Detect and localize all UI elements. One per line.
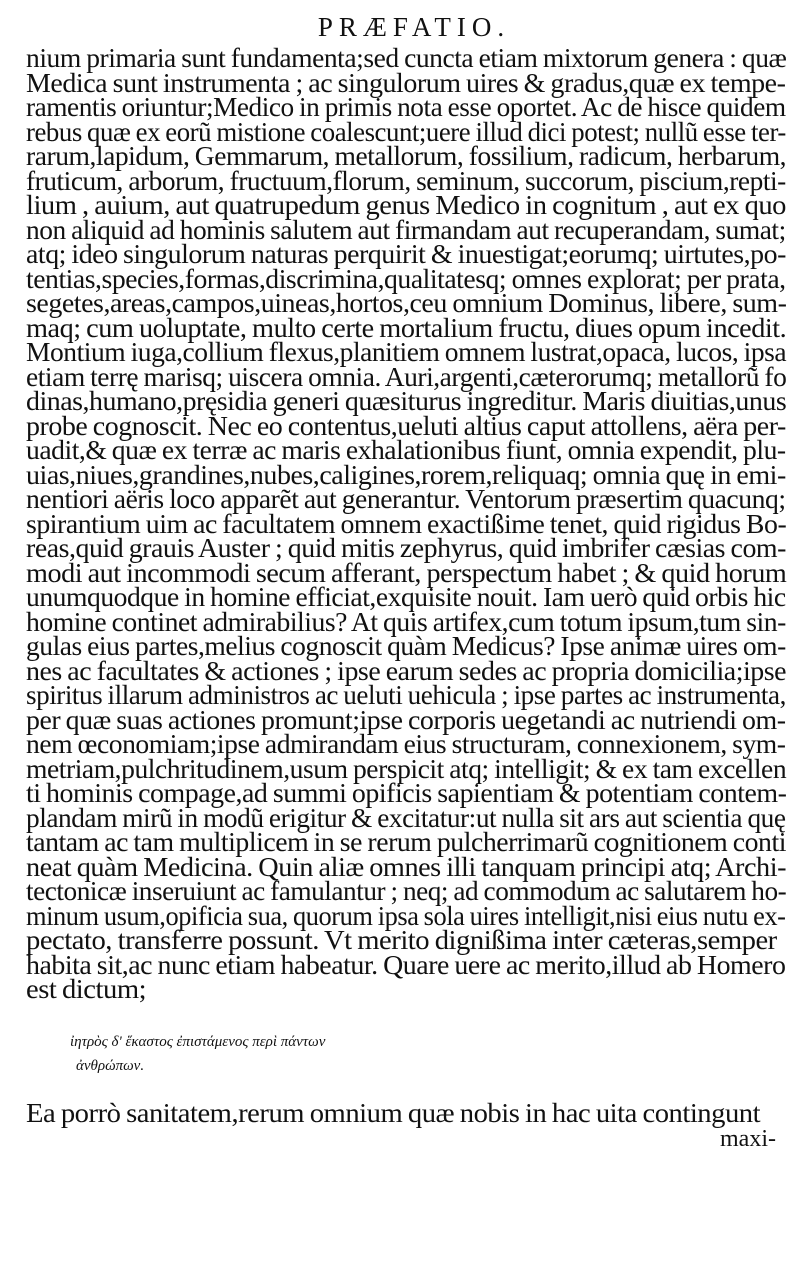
- text-line: Medica sunt instrumenta ; ac singulorum uires & gradus,quæ ex tempe-: [26, 67, 786, 98]
- text-line: nium primaria sunt fundamenta;sed cuncta etiam mixtorum genera : quæ: [26, 43, 787, 73]
- text-line: ti hominis compage,ad summi opificis sapientiam & potentiam contem-: [26, 778, 787, 808]
- text-line: tectonicæ inseruiunt ac famulantur ; neq; ad commodum ac salutarem ho-: [26, 876, 787, 906]
- text-line: dinas,humano,pręsidia generi quæsiturus ingreditur. Maris diuitias,unus: [26, 386, 787, 416]
- text-line: habita sit,ac nunc etiam habeatur. Quare uere ac merito,illud ab Homero: [26, 949, 786, 980]
- text-line: tantam ac tam multiplicem in se rerum pulcherrimarũ cognitionem conti: [26, 827, 786, 857]
- text-line: tentias,species,formas,discrimina,qualitatesq; omnes explorat; per prata,: [26, 263, 786, 294]
- text-line: ramentis oriuntur;Medico in primis nota esse oportet. Ac de hisce quidem: [26, 92, 786, 122]
- text-line: homine continet admirabilius? At quis artifex,cum totum ipsum,tum sin-: [26, 606, 786, 637]
- text-line: plandam mirũ in modũ erigitur & excitatur:ut nulla sit ars aut scientia quę: [26, 802, 786, 833]
- text-line: lium , auium, aut quatrupedum genus Medico in cognitum , aut ex quo: [26, 190, 786, 220]
- text-line: spirantium uim ac facultatem omnem exactißime tenet, quid rigidus Bo-: [26, 508, 787, 539]
- text-line: rarum,lapidum, Gemmarum, metallorum, fossilium, radicum, herbarum,: [26, 141, 787, 171]
- text-line: metriam,pulchritudinem,usum perspicit atq; intelligit; & ex tam excellen: [26, 753, 787, 784]
- text-line: uadit,& quæ ex terræ ac maris exhalationibus fiunt, omnia expendit, plu-: [26, 435, 786, 465]
- catchword: maxi-: [720, 1125, 776, 1152]
- text-line: minum usum,opificia sua, quorum ipsa sola uires intelligit,nisi eius nutu ex-: [26, 900, 786, 931]
- text-line: nentiori aëris loco apparẽt aut generantur. Ventorum præsertim quacunq;: [26, 484, 786, 514]
- text-line: neat quàm Medicina. Quin aliæ omnes illi tanquam principi atq; Archi-: [26, 851, 787, 882]
- page-header-title: PRÆFATIO.: [317, 12, 511, 42]
- closing-paragraph: [26, 1097, 782, 1128]
- text-line: probe cognoscit. Nec eo contentus,ueluti altius caput attollens, aëra per-: [26, 410, 786, 441]
- text-line: nem œconomiam;ipse admirandam eius structuram, connexionem, sym-: [26, 729, 786, 759]
- text-line: uias,niues,grandines,nubes,caligines,rorem,reliquaq; omnia quę in emi-: [26, 459, 786, 490]
- greek-quotation: [70, 1030, 782, 1078]
- body-text: [26, 43, 787, 1004]
- text-line: fruticum, arborum, fructuum,florum, seminum, succorum, piscium,repti-: [26, 165, 786, 196]
- text-line: etiam terrę marisq; uiscera omnia. Auri,argenti,cæterorumq; metallorũ fo: [26, 361, 787, 392]
- text-line: gulas eius partes,melius cognoscit quàm Medicus? Ipse animæ uires om-: [26, 631, 786, 661]
- text-line: Montium iuga,collium flexus,planitiem omnem lustrat,opaca, lucos, ipsa: [26, 337, 787, 367]
- text-line: reas,quid grauis Auster ; quid mitis zephyrus, quid imbrifer cæsias com-: [26, 533, 786, 563]
- text-line: segetes,areas,campos,uineas,hortos,ceu omnium Dominus, libere, sum-: [26, 288, 787, 318]
- text-line: est dictum;: [26, 974, 147, 1004]
- text-line: per quæ suas actiones promunt;ipse corporis uegetandi ac nutriendi om-: [26, 704, 786, 735]
- text-line: pectato, transferre possunt. Vt merito dignißima inter cæteras,semper: [26, 925, 777, 955]
- closing-line: Ea porrò sanitatem,rerum omnium quæ nobis in hac uita contingunt: [26, 1097, 761, 1128]
- text-line: maq; cum uoluptate, multo certe mortalium fructu, diues opum incedit.: [26, 312, 787, 343]
- text-line: atq; ideo singulorum naturas perquirit & inuestigat;eorumq; uirtutes,po-: [26, 239, 786, 269]
- text-line: nes ac facultates & actiones ; ipse earum sedes ac propria domicilia;ipse: [26, 655, 787, 686]
- text-line: rebus quæ ex eorũ mistione coalescunt;uere illud dici potest; nullũ esse ter-: [26, 116, 786, 147]
- greek-quote-line-2: ἀνθρώπων.: [76, 1057, 145, 1074]
- text-line: spiritus illarum administros ac ueluti uehicula ; ipse partes ac instrumenta,: [26, 680, 786, 710]
- text-line: unumquodque in homine efficiat,exquisite nouit. Iam uerò quid orbis hic: [26, 582, 786, 612]
- greek-quote-line-1: ἰητρὸς δ' ἕκαστος ἐπιστάμενος περὶ πάντων: [70, 1033, 326, 1050]
- text-line: modi aut incommodi secum afferant, perspectum habet ; & quid horum: [26, 557, 787, 588]
- text-line: non aliquid ad hominis salutem aut firmandam aut recuperandam, sumat;: [26, 214, 786, 245]
